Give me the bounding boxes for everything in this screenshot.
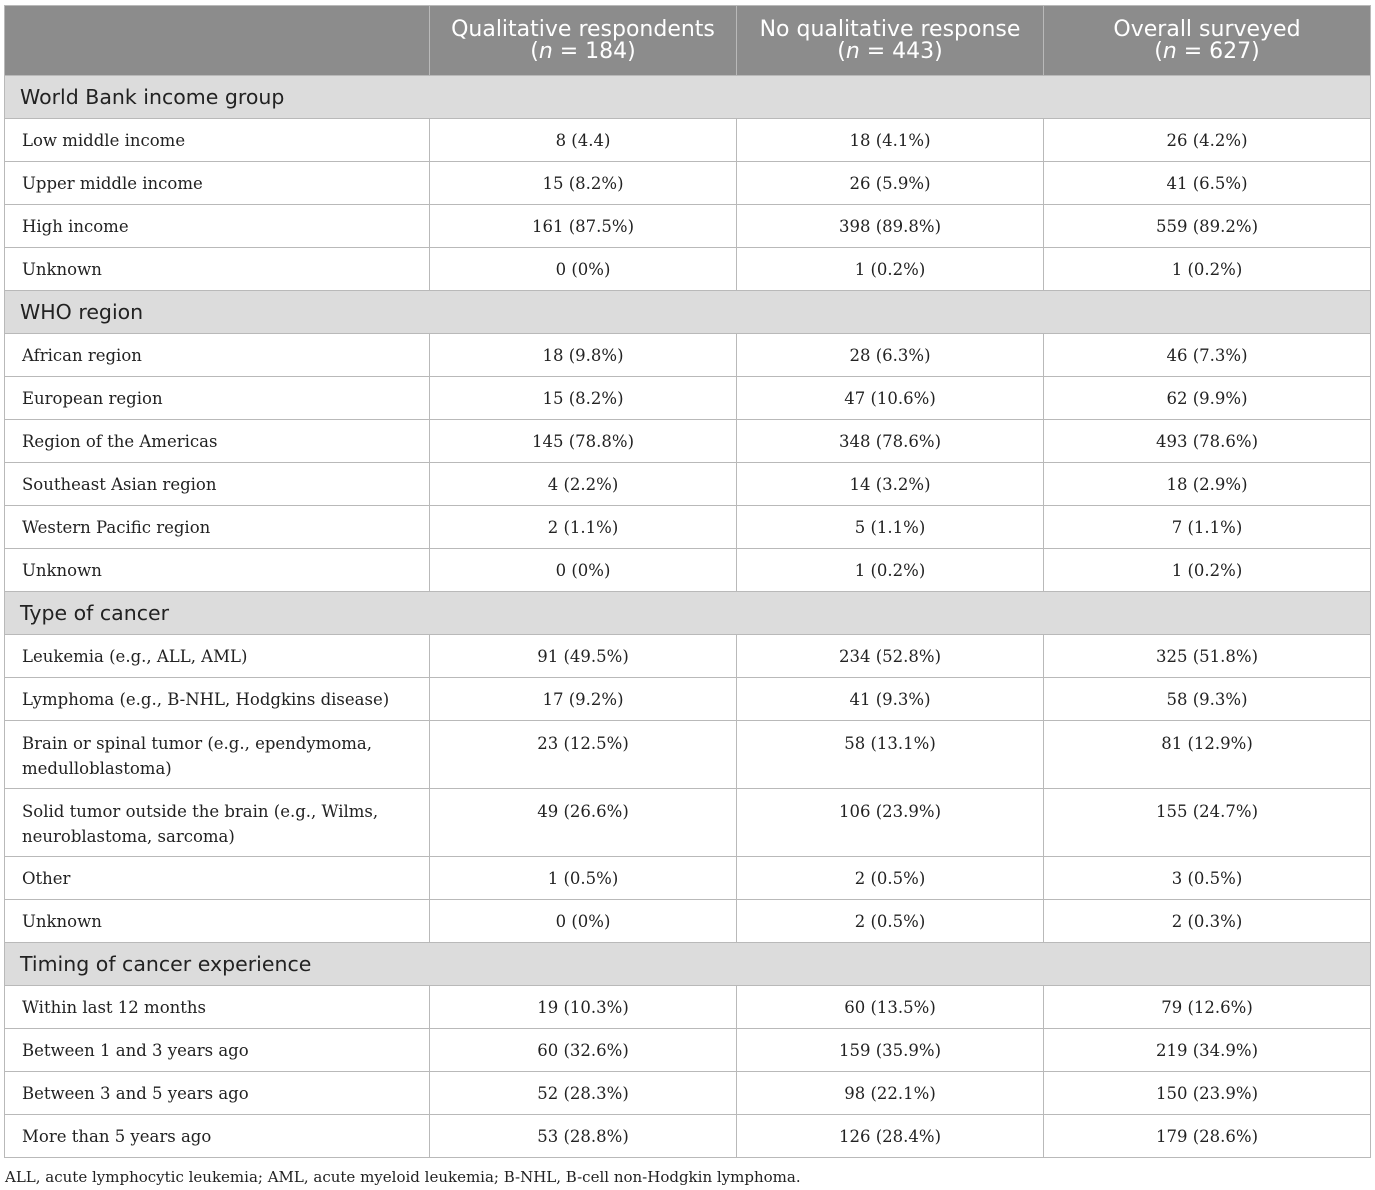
n-value: = 443) <box>859 38 943 64</box>
cell-no-qualitative: 41 (9.3%) <box>737 678 1044 721</box>
row-label: Southeast Asian region <box>5 463 430 506</box>
header-noqual-label: No qualitative response <box>759 16 1021 42</box>
cell-overall: 155 (24.7%) <box>1044 789 1371 857</box>
cell-no-qualitative: 1 (0.2%) <box>737 248 1044 291</box>
cell-overall: 26 (4.2%) <box>1044 119 1371 162</box>
row-label: African region <box>5 334 430 377</box>
cell-overall: 1 (0.2%) <box>1044 549 1371 592</box>
section-title: WHO region <box>5 291 1371 334</box>
cell-no-qualitative: 348 (78.6%) <box>737 420 1044 463</box>
row-label: Unknown <box>5 549 430 592</box>
table-row <box>5 162 1371 205</box>
table-row <box>5 119 1371 162</box>
n-variable: n <box>845 38 860 64</box>
table-row <box>5 721 1371 789</box>
cell-overall: 58 (9.3%) <box>1044 678 1371 721</box>
table-row <box>5 635 1371 678</box>
cell-no-qualitative: 234 (52.8%) <box>737 635 1044 678</box>
table-row <box>5 420 1371 463</box>
row-label: More than 5 years ago <box>5 1115 430 1158</box>
paren-open: ( <box>530 38 539 64</box>
cell-overall: 2 (0.3%) <box>1044 900 1371 943</box>
cell-overall: 41 (6.5%) <box>1044 162 1371 205</box>
header-noqual-n <box>743 38 1037 64</box>
row-label: Leukemia (e.g., ALL, AML) <box>5 635 430 678</box>
cell-overall: 3 (0.5%) <box>1044 857 1371 900</box>
table-row <box>5 463 1371 506</box>
cell-overall: 559 (89.2%) <box>1044 205 1371 248</box>
cell-qualitative: 1 (0.5%) <box>430 857 737 900</box>
cell-qualitative: 17 (9.2%) <box>430 678 737 721</box>
cell-qualitative: 19 (10.3%) <box>430 986 737 1029</box>
header-qualitative-label: Qualitative respondents <box>451 16 715 42</box>
section-row-cancer-type <box>5 592 1371 635</box>
cell-qualitative: 0 (0%) <box>430 900 737 943</box>
n-variable: n <box>1162 38 1177 64</box>
cell-qualitative: 53 (28.8%) <box>430 1115 737 1158</box>
cell-qualitative: 60 (32.6%) <box>430 1029 737 1072</box>
table-footnote: ALL, acute lymphocytic leukemia; AML, acute myeloid leukemia; B-NHL, B-cell non-Hodgkin lymphoma. <box>5 1168 801 1186</box>
header-overall-n <box>1050 38 1364 64</box>
cell-no-qualitative: 18 (4.1%) <box>737 119 1044 162</box>
row-label: Unknown <box>5 900 430 943</box>
cell-no-qualitative: 126 (28.4%) <box>737 1115 1044 1158</box>
cell-qualitative: 2 (1.1%) <box>430 506 737 549</box>
row-label: Lymphoma (e.g., B-NHL, Hodgkins disease) <box>5 678 430 721</box>
cell-no-qualitative: 28 (6.3%) <box>737 334 1044 377</box>
section-row-timing <box>5 943 1371 986</box>
cell-no-qualitative: 14 (3.2%) <box>737 463 1044 506</box>
table-row <box>5 1029 1371 1072</box>
cell-no-qualitative: 47 (10.6%) <box>737 377 1044 420</box>
table-header <box>5 6 1371 76</box>
cell-overall: 219 (34.9%) <box>1044 1029 1371 1072</box>
table-row <box>5 1072 1371 1115</box>
cell-qualitative: 4 (2.2%) <box>430 463 737 506</box>
header-row <box>5 6 1371 76</box>
header-qualitative-respondents <box>430 6 737 76</box>
cell-overall: 493 (78.6%) <box>1044 420 1371 463</box>
row-label: Region of the Americas <box>5 420 430 463</box>
table-row <box>5 248 1371 291</box>
cell-qualitative: 161 (87.5%) <box>430 205 737 248</box>
table-container <box>4 5 1370 1186</box>
paren-open: ( <box>1154 38 1163 64</box>
header-no-qualitative-response <box>737 6 1044 76</box>
n-variable: n <box>538 38 553 64</box>
cell-no-qualitative: 60 (13.5%) <box>737 986 1044 1029</box>
cell-no-qualitative: 159 (35.9%) <box>737 1029 1044 1072</box>
cell-no-qualitative: 1 (0.2%) <box>737 549 1044 592</box>
cell-qualitative: 15 (8.2%) <box>430 377 737 420</box>
cell-overall: 150 (23.9%) <box>1044 1072 1371 1115</box>
cell-qualitative: 15 (8.2%) <box>430 162 737 205</box>
cell-qualitative: 145 (78.8%) <box>430 420 737 463</box>
table-row <box>5 900 1371 943</box>
table-row <box>5 334 1371 377</box>
section-title: Type of cancer <box>5 592 1371 635</box>
table-row <box>5 1115 1371 1158</box>
row-label: High income <box>5 205 430 248</box>
section-row-who-region <box>5 291 1371 334</box>
cell-no-qualitative: 2 (0.5%) <box>737 900 1044 943</box>
table-body <box>5 76 1371 1158</box>
row-label-line1: Brain or spinal tumor (e.g., ependymoma, <box>22 734 372 753</box>
row-label-line2: neuroblastoma, sarcoma) <box>22 827 235 846</box>
cell-overall: 325 (51.8%) <box>1044 635 1371 678</box>
table-row <box>5 986 1371 1029</box>
row-label-line2: medulloblastoma) <box>22 759 172 778</box>
row-label: Other <box>5 857 430 900</box>
table-row <box>5 857 1371 900</box>
section-title: Timing of cancer experience <box>5 943 1371 986</box>
row-label-line1: Solid tumor outside the brain (e.g., Wilms, <box>22 802 379 821</box>
row-label: Low middle income <box>5 119 430 162</box>
cell-no-qualitative: 26 (5.9%) <box>737 162 1044 205</box>
cell-overall: 81 (12.9%) <box>1044 721 1371 789</box>
row-label: Between 1 and 3 years ago <box>5 1029 430 1072</box>
header-overall-label: Overall surveyed <box>1113 16 1301 42</box>
table-row <box>5 789 1371 857</box>
table-row <box>5 549 1371 592</box>
cell-qualitative: 52 (28.3%) <box>430 1072 737 1115</box>
cell-no-qualitative: 58 (13.1%) <box>737 721 1044 789</box>
table-row <box>5 678 1371 721</box>
table-row <box>5 377 1371 420</box>
demographics-table <box>4 5 1371 1158</box>
cell-qualitative: 91 (49.5%) <box>430 635 737 678</box>
cell-qualitative: 49 (26.6%) <box>430 789 737 857</box>
row-label: Between 3 and 5 years ago <box>5 1072 430 1115</box>
cell-qualitative: 23 (12.5%) <box>430 721 737 789</box>
header-overall-surveyed <box>1044 6 1371 76</box>
cell-qualitative: 0 (0%) <box>430 248 737 291</box>
cell-no-qualitative: 2 (0.5%) <box>737 857 1044 900</box>
paren-open: ( <box>837 38 846 64</box>
cell-no-qualitative: 106 (23.9%) <box>737 789 1044 857</box>
row-label: Western Pacific region <box>5 506 430 549</box>
cell-qualitative: 8 (4.4) <box>430 119 737 162</box>
cell-overall: 62 (9.9%) <box>1044 377 1371 420</box>
section-title: World Bank income group <box>5 76 1371 119</box>
cell-overall: 7 (1.1%) <box>1044 506 1371 549</box>
row-label: Unknown <box>5 248 430 291</box>
row-label: Upper middle income <box>5 162 430 205</box>
cell-no-qualitative: 5 (1.1%) <box>737 506 1044 549</box>
table-row <box>5 205 1371 248</box>
cell-overall: 46 (7.3%) <box>1044 334 1371 377</box>
row-label: Within last 12 months <box>5 986 430 1029</box>
cell-qualitative: 0 (0%) <box>430 549 737 592</box>
cell-overall: 179 (28.6%) <box>1044 1115 1371 1158</box>
cell-qualitative: 18 (9.8%) <box>430 334 737 377</box>
section-row-income-group <box>5 76 1371 119</box>
cell-overall: 18 (2.9%) <box>1044 463 1371 506</box>
n-value: = 627) <box>1176 38 1260 64</box>
cell-no-qualitative: 98 (22.1%) <box>737 1072 1044 1115</box>
row-label <box>5 721 430 789</box>
table-row <box>5 506 1371 549</box>
row-label: European region <box>5 377 430 420</box>
row-label <box>5 789 430 857</box>
cell-overall: 1 (0.2%) <box>1044 248 1371 291</box>
header-qualitative-n <box>436 38 730 64</box>
cell-overall: 79 (12.6%) <box>1044 986 1371 1029</box>
n-value: = 184) <box>552 38 636 64</box>
header-blank-cell <box>5 6 430 76</box>
cell-no-qualitative: 398 (89.8%) <box>737 205 1044 248</box>
